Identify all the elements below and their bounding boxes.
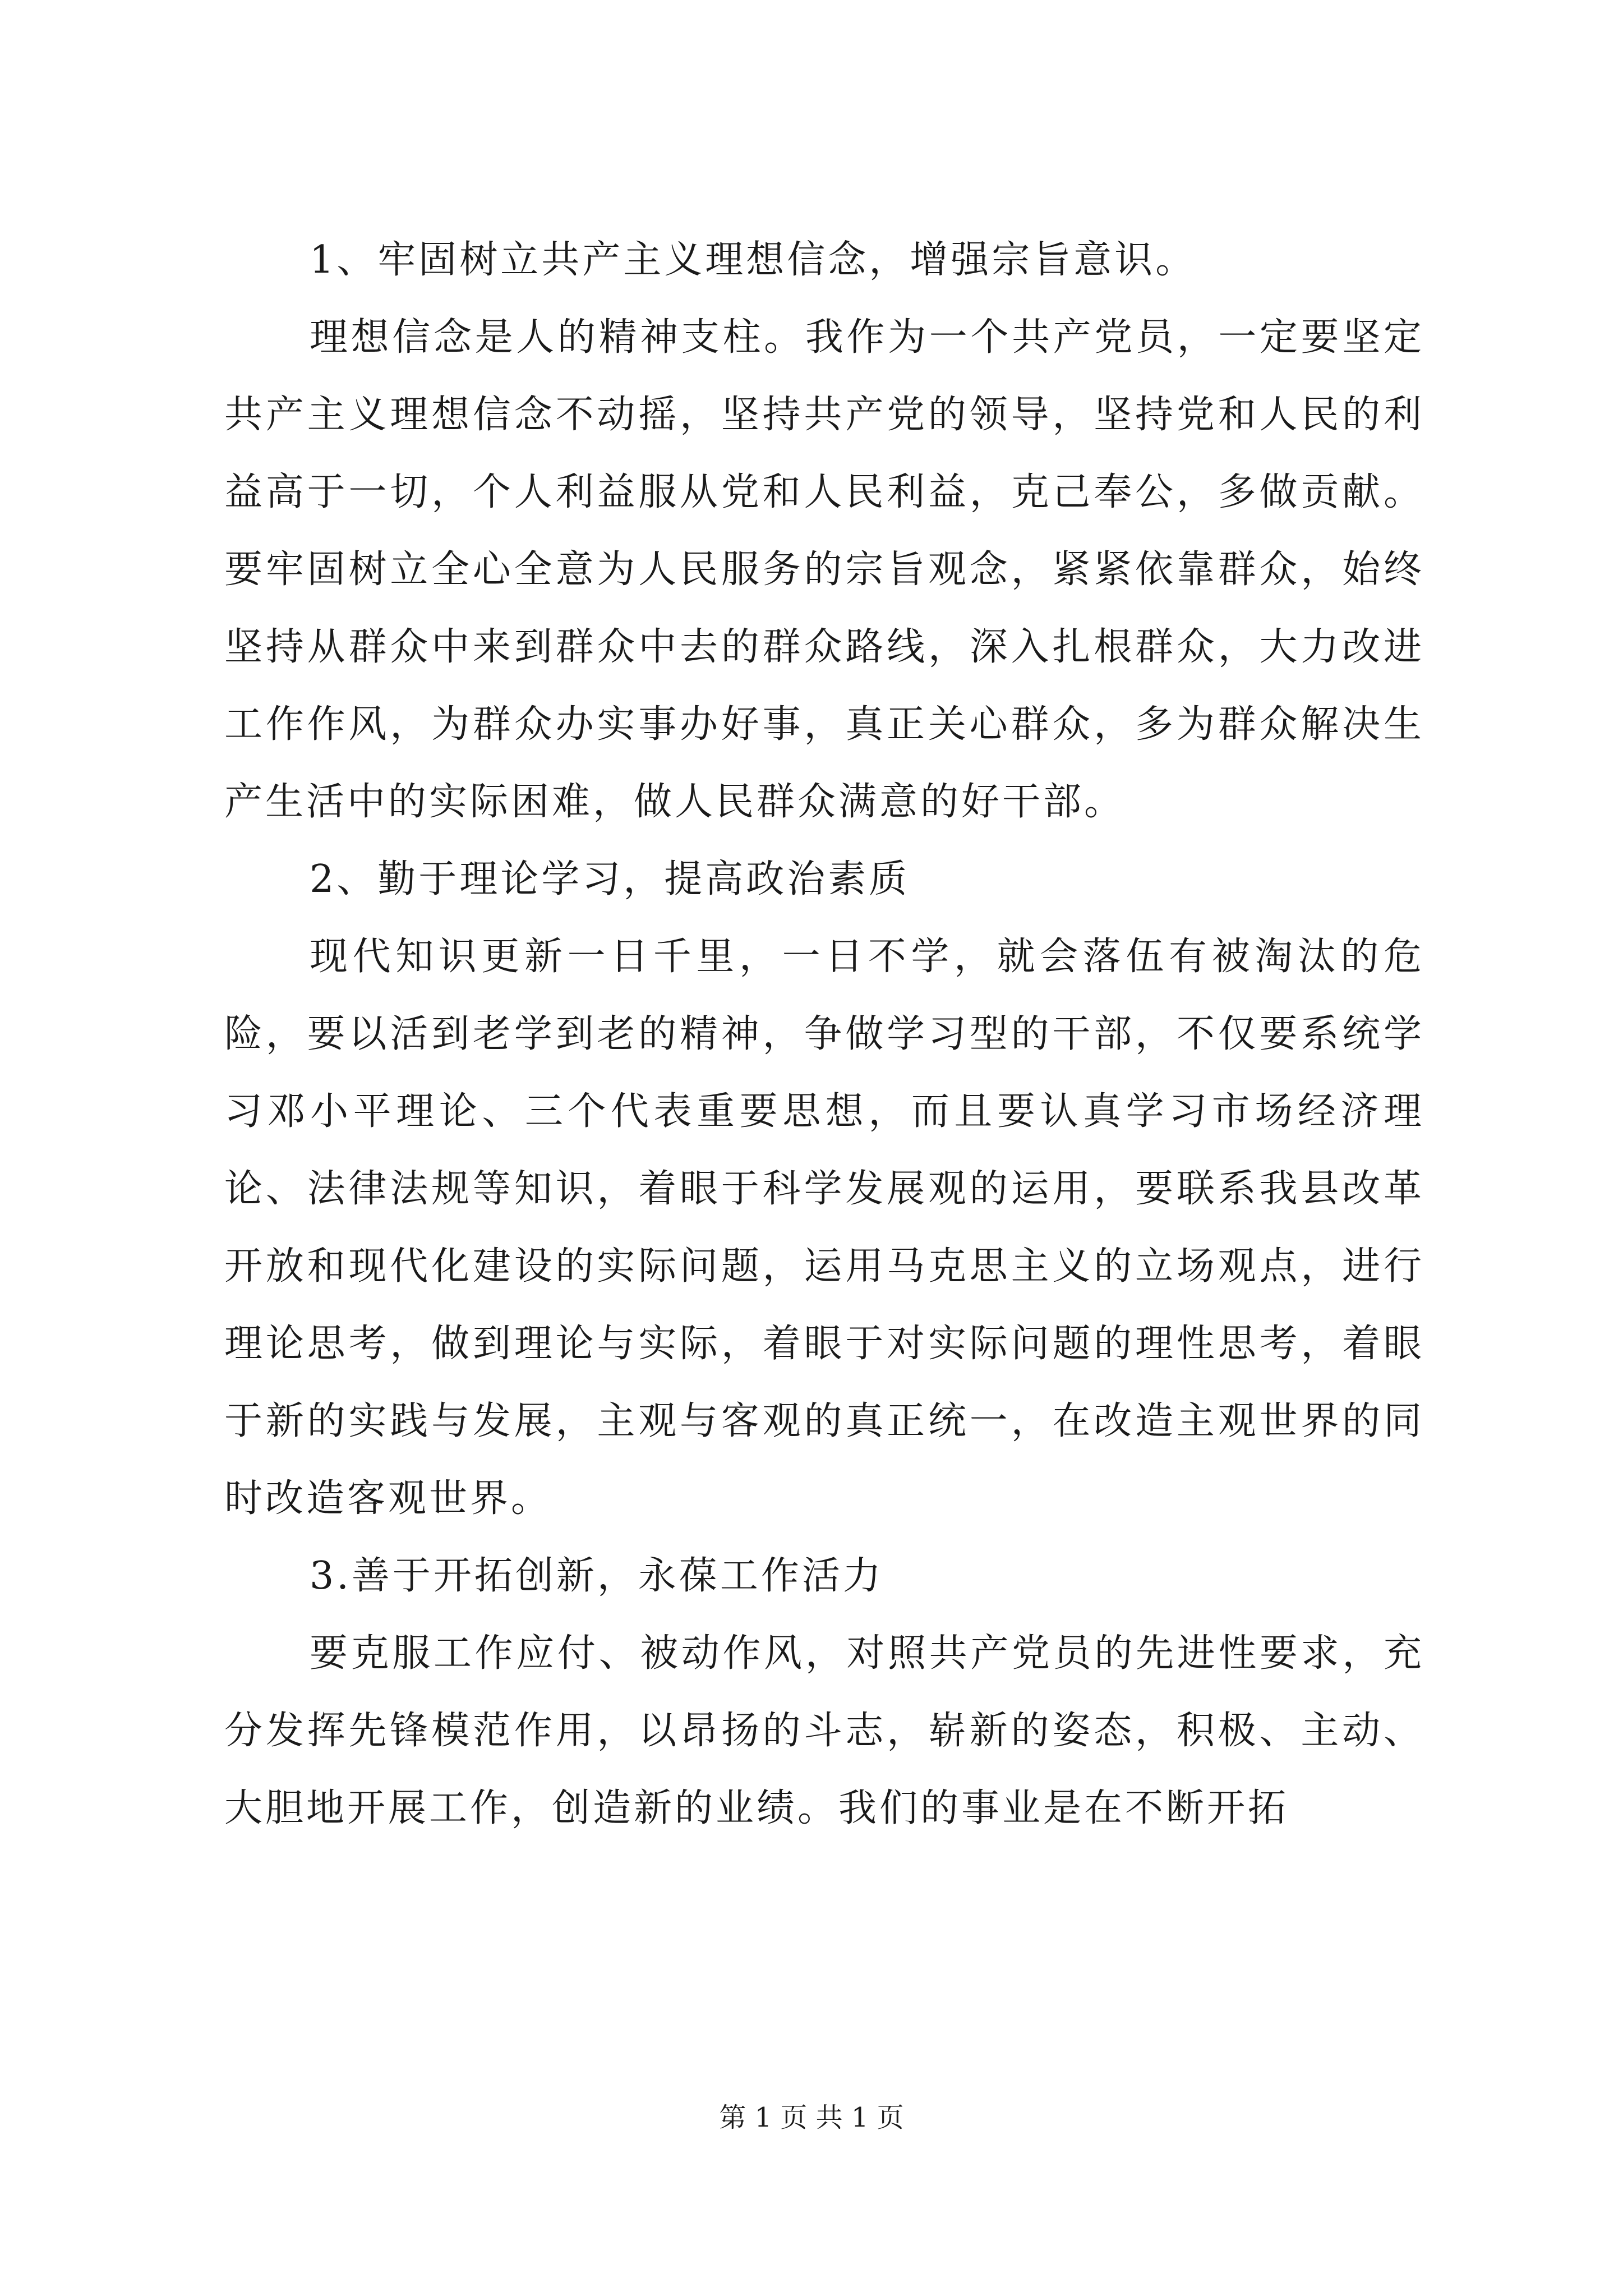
body-paragraph-3: 要克服工作应付、被动作风，对照共产党员的先进性要求，充分发挥先锋模范作用，以昂扬的斗志，崭新的姿态，积极、主动、大胆地开展工作，创造新的业绩。我们的事业是在不断开拓 [224,1631,1424,1830]
heading-item-3: 3.善于开拓创新，永葆工作活力 [310,1554,884,1598]
heading-item-1: 1、牢固树立共产主义理想信念，增强宗旨意识。 [310,238,1197,282]
page-footer: 第 1 页 共 1 页 [719,2102,904,2133]
heading-item-2: 2、勤于理论学习，提高政治素质 [310,857,910,901]
body-paragraph-1: 理想信念是人的精神支柱。我作为一个共产党员，一定要坚定共产主义理想信念不动摇，坚持共产党的领导，坚持党和人民的利益高于一切，个人利益服从党和人民利益，克己奉公，多做贡献。要牢固树立全心全意为人民服务的宗旨观念，紧紧依靠群众，始终坚持从群众中来到群众中去的群众路线，深入扎根群众，大力改进工作作风，为群众办实事办好事，真正关心群众，多为群众解决生产生活中的实际困难，做人民群众满意的好干部。 [224,315,1424,824]
body-paragraph-2: 现代知识更新一日千里，一日不学，就会落伍有被淘汰的危险，要以活到老学到老的精神，争做学习型的干部，不仅要系统学习邓小平理论、三个代表重要思想，而且要认真学习市场经济理论、法律法规等知识，着眼于科学发展观的运用，要联系我县改革开放和现代化建设的实际问题，运用马克思主义的立场观点，进行理论思考，做到理论与实际，着眼于对实际问题的理性思考，着眼于新的实践与发展，主观与客观的真正统一，在改造主观世界的同时改造客观世界。 [224,935,1424,1521]
document-body [224,222,1424,1847]
